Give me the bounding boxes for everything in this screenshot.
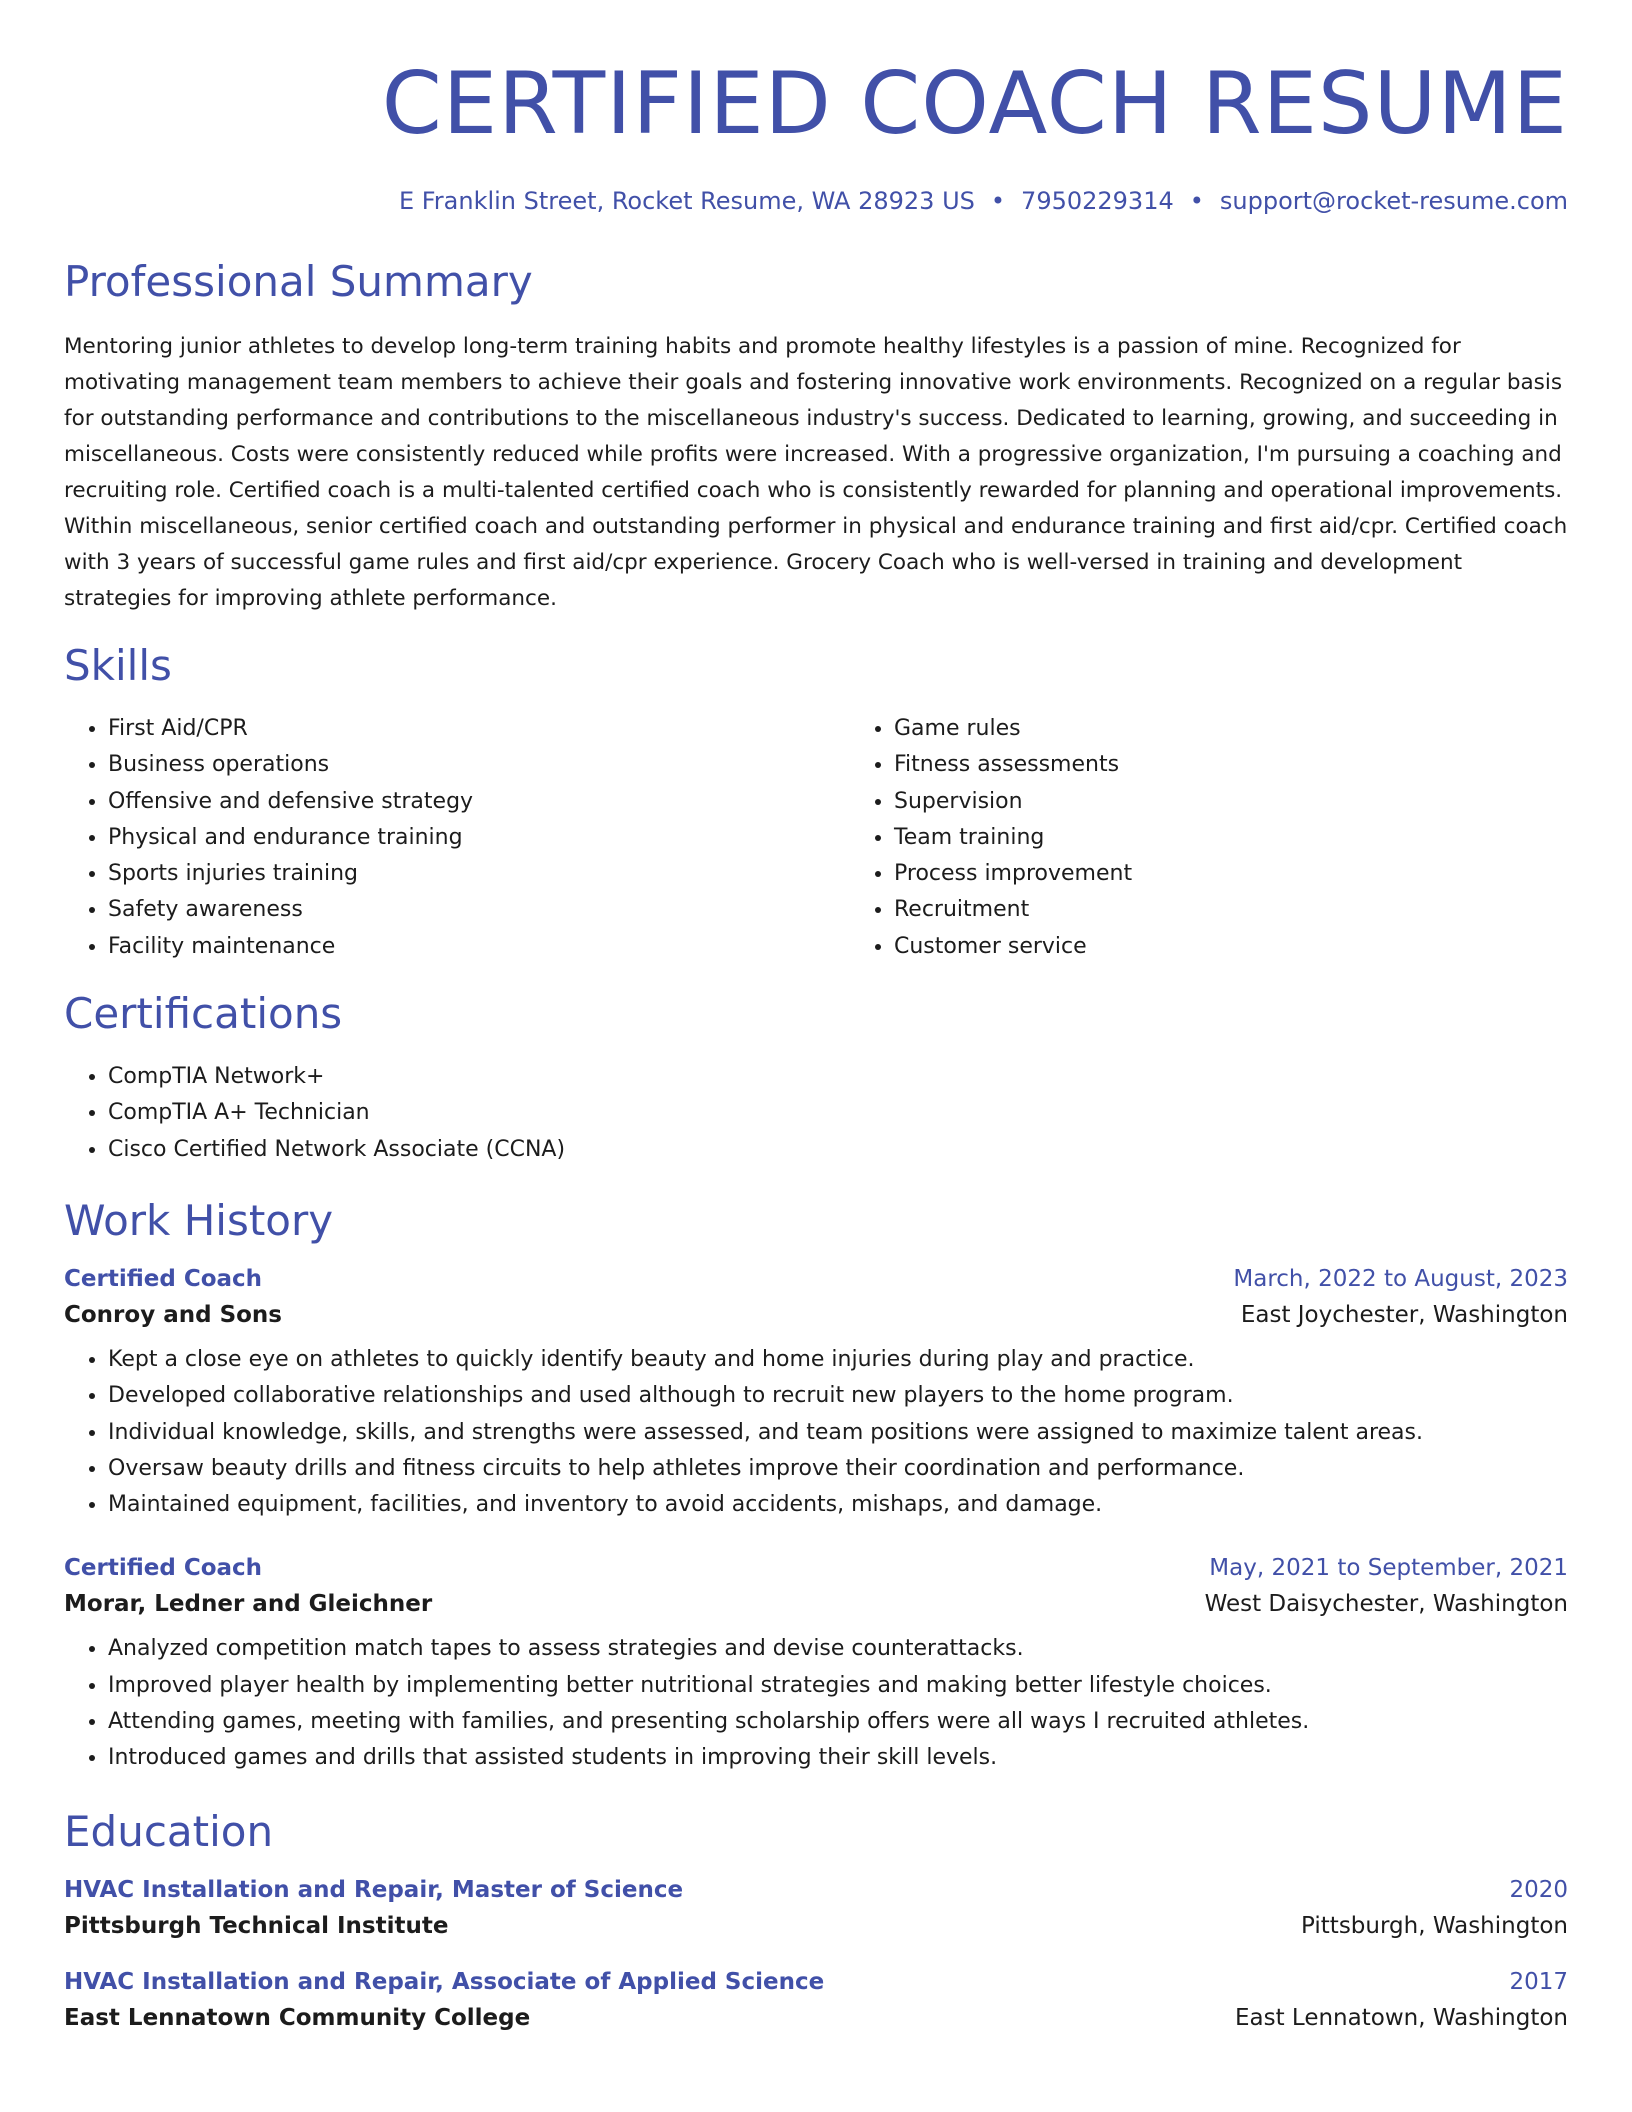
job-header-row (64, 1266, 1568, 1292)
school-location: East Lennatown, Washington (1234, 2004, 1568, 2031)
job-bullet: • Oversaw beauty drills and fitness circuits to help athletes improve their coordination and performance. (108, 1451, 1568, 1487)
job-dates: May, 2021 to September, 2021 (1209, 1555, 1568, 1582)
skill-item: • Supervision (894, 784, 1632, 820)
certification-item: • CompTIA A+ Technician (108, 1095, 1568, 1131)
school-location: Pittsburgh, Washington (1301, 1912, 1568, 1939)
job-location: East Joychester, Washington (1240, 1301, 1568, 1328)
company-name: Morar, Ledner and Gleichner (64, 1591, 433, 1618)
certification-item: • Cisco Certified Network Associate (CCNA) (108, 1132, 1568, 1168)
skill-item: • Customer service (894, 929, 1632, 965)
job-bullet: • Developed collaborative relationships and used although to recruit new players to the home program. (108, 1378, 1568, 1414)
job-company-row (64, 1302, 1568, 1328)
summary-text: Mentoring junior athletes to develop long-term training habits and promote healthy lifestyles is a passion of mine. Recognized for motivating management team members to achieve their goals and fostering innovative work environments. Recognized on a regular basis for outstanding performance and contributions to the miscellaneous industry's success. Dedicated to learning, growing, and succeeding in miscellaneous. Costs were consistently reduced while profits were increased. With a progressive organization, I'm pursuing a coaching and recruiting role. Certified coach is a multi-talented certified coach who is consistently rewarded for planning and operational improvements. Within miscellaneous, senior certified coach and outstanding performer in physical and endurance training and first aid/cpr. Certified coach with 3 years of successful game rules and first aid/cpr experience. Grocery Coach who is well-versed in training and development strategies for improving athlete performance. (64, 334, 1568, 611)
address: E Franklin Street, Rocket Resume, WA 28923 US (398, 187, 975, 215)
email: support@rocket-resume.com (1219, 187, 1568, 215)
job-bullet: • Individual knowledge, skills, and strengths were assessed, and team positions were assigned to maximize talent areas. (108, 1415, 1568, 1451)
skills-list-right (850, 711, 1632, 965)
school-name: Pittsburgh Technical Institute (64, 1912, 449, 1939)
skill-item: • Process improvement (894, 856, 1632, 892)
education-school-row (64, 1913, 1568, 1939)
job-title: Certified Coach (64, 1265, 263, 1292)
education-school-row (64, 2005, 1568, 2031)
job-bullets (64, 1631, 1568, 1776)
summary-heading: Professional Summary (64, 257, 533, 306)
skill-item: • Facility maintenance (108, 929, 850, 965)
job-bullet: • Kept a close eye on athletes to quickly identify beauty and home injuries during play and practice. (108, 1342, 1568, 1378)
skills-heading: Skills (64, 641, 172, 690)
job-location: West Daisychester, Washington (1204, 1591, 1568, 1618)
education-entry (64, 1877, 1568, 1939)
education-header-row (64, 1877, 1568, 1903)
job-bullet: • Maintained equipment, facilities, and inventory to avoid accidents, mishaps, and damage. (108, 1487, 1568, 1523)
resume-page (64, 0, 1568, 2031)
skill-item: • Game rules (894, 711, 1632, 747)
skills-list-left (64, 711, 850, 965)
degree: HVAC Installation and Repair, Associate of Applied Science (64, 1968, 825, 1995)
skill-item: • First Aid/CPR (108, 711, 850, 747)
job-bullet: • Analyzed competition match tapes to assess strategies and devise counterattacks. (108, 1631, 1568, 1667)
education-entry (64, 1969, 1568, 2031)
skills-columns (64, 711, 1568, 965)
job-dates: March, 2022 to August, 2023 (1233, 1265, 1568, 1292)
skill-item: • Sports injuries training (108, 856, 850, 892)
company-name: Conroy and Sons (64, 1301, 282, 1328)
phone: 7950229314 (1021, 187, 1174, 215)
school-name: East Lennatown Community College (64, 2004, 531, 2031)
job-bullets (64, 1342, 1568, 1523)
separator-dot: • (990, 187, 1006, 215)
degree: HVAC Installation and Repair, Master of Science (64, 1876, 684, 1903)
job-bullet: • Introduced games and drills that assisted students in improving their skill levels. (108, 1740, 1568, 1776)
education-heading: Education (64, 1806, 274, 1856)
job-header-row (64, 1555, 1568, 1581)
job-bullet: • Improved player health by implementing better nutritional strategies and making better lifestyle choices. (108, 1668, 1568, 1704)
skill-item: • Recruitment (894, 892, 1632, 928)
job-entry (64, 1266, 1568, 1523)
skill-item: • Offensive and defensive strategy (108, 784, 850, 820)
resume-title: CERTIFIED COACH RESUME (381, 54, 1568, 154)
graduation-year: 2017 (1509, 1968, 1568, 1995)
separator-dot: • (1189, 187, 1204, 215)
skill-item: • Physical and endurance training (108, 820, 850, 856)
certification-item: • CompTIA Network+ (108, 1059, 1568, 1095)
certifications-list (64, 1059, 1568, 1168)
job-bullet: • Attending games, meeting with families, and presenting scholarship offers were all ways I recruited athletes. (108, 1704, 1568, 1740)
job-company-row (64, 1591, 1568, 1617)
skill-item: • Business operations (108, 747, 850, 783)
skill-item: • Team training (894, 820, 1632, 856)
contact-line (64, 187, 1568, 215)
job-entry (64, 1555, 1568, 1776)
certifications-heading: Certifications (64, 989, 343, 1039)
skill-item: • Fitness assessments (894, 747, 1632, 783)
work-history-heading: Work History (64, 1195, 334, 1245)
skill-item: • Safety awareness (108, 892, 850, 928)
education-header-row (64, 1969, 1568, 1995)
job-title: Certified Coach (64, 1555, 263, 1582)
graduation-year: 2020 (1509, 1876, 1568, 1903)
